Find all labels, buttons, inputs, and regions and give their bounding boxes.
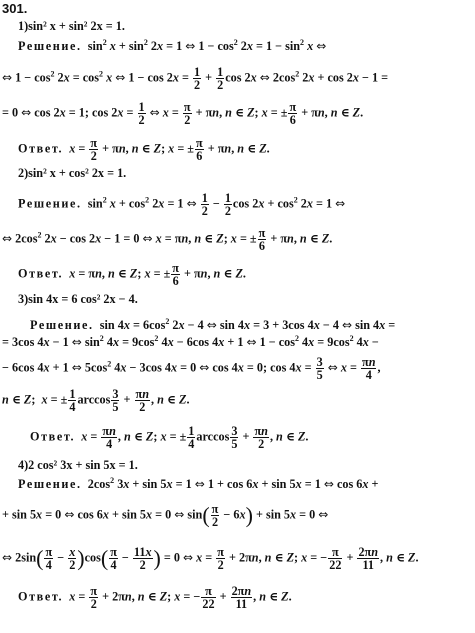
part1-solution-line1: Решение. $\sin^2 x + \sin^2 2x = 1$ ⇔ $1 - \cos^2 2x = 1 - \sin^2 x$ ⇔ bbox=[18, 38, 327, 53]
part2-solution-line2: ⇔ $2\cos^2$ 2x − cos 2x − 1 = 0 ⇔ x = πn, n ∈ Z; x = ± $\frac{\pi}{6}$ + πn, n ∈ Z. bbox=[2, 226, 333, 253]
part3-equation: sin 4x = 6 cos² 2x − 4. bbox=[28, 292, 138, 306]
part3-answer: Ответ. x = $\frac{\pi n}{4}$ , n ∈ Z; x = ± $\frac{1}{4}$ arccos $\frac{3}{5}$ + $\frac{\pi n}{2}$ , n ∈ Z. bbox=[30, 424, 309, 451]
part1-statement bbox=[18, 19, 125, 33]
part4-statement bbox=[18, 458, 138, 472]
part4-solution-line3: ⇔ 2sin( $\frac{\pi}{4}$ − $\frac{x}{2}$ )cos( $\frac{\pi}{4}$ − $\frac{11x}{2}$ ) = 0 ⇔ x = $\frac{\pi}{2}$ + 2πn, n ∈ Z; x = − $\frac{\pi}{22}$ + $\frac{2\pi n}{11}$ , n ∈ Z. bbox=[2, 545, 419, 572]
part2-equation: sin² x + cos² 2x = 1. bbox=[28, 166, 127, 180]
problem-number: 301. bbox=[2, 1, 28, 16]
solution-label: Решение. bbox=[30, 318, 94, 332]
part2-answer: Ответ. x = πn, n ∈ Z; x = ± $\frac{\pi}{6}$ + πn, n ∈ Z. bbox=[18, 261, 246, 288]
part4-solution-line2: + sin 5x = 0 ⇔ cos 6x + sin 5x = 0 ⇔ sin( $\frac{\pi}{2}$ − 6x) + sin 5x = 0 ⇔ bbox=[2, 502, 329, 529]
part3-solution-line1: Решение. $\sin 4x = 6\cos^2$ 2x − 4 ⇔ sin 4x = 3 + 3cos 4x − 4 ⇔ sin 4x = bbox=[30, 317, 396, 332]
part4-answer: Ответ. x = $\frac{\pi}{2}$ + 2πn, n ∈ Z; x = − $\frac{\pi}{22}$ + $\frac{2\pi n}{11}$ , n ∈ Z. bbox=[18, 584, 292, 611]
part2-statement bbox=[18, 166, 126, 180]
part3-statement bbox=[18, 292, 138, 306]
part4-solution-line1: Решение. $2\cos^2$ 3x + sin 5x = 1 ⇔ 1 + cos 6x + sin 5x = 1 ⇔ cos 6x + bbox=[18, 476, 379, 491]
part1-solution-line2: ⇔ $1 - \cos^2 2x = \cos^2 x$ ⇔ 1 − cos 2x = $\frac{1}{2}$ + $\frac{1}{2}$ cos 2x ⇔ $2\cos^2$ 2x + cos 2x − 1 = bbox=[2, 65, 389, 92]
part3-solution-line2: = 3cos 4x − 1 ⇔ $\sin^2 4x = 9\cos^2$ 4x − 6cos 4x + 1 ⇔ $1 - \cos^2 4x = 9\cos^2$ 4x − bbox=[2, 334, 379, 349]
solution-label: Решение. bbox=[18, 39, 82, 53]
part3-number: 3) bbox=[18, 292, 29, 306]
answer-label: Ответ. bbox=[30, 429, 76, 444]
part1-solution-line3: = 0 ⇔ cos 2x = 1; cos 2x = $\frac{1}{2}$ ⇔ x = $\frac{\pi}{2}$ + πn, n ∈ Z; x = ± $\frac{\pi}{6}$ + πn, n ∈ Z. bbox=[2, 100, 364, 127]
part4-number: 4) bbox=[18, 458, 29, 472]
part3-solution-line3: − 6cos 4x + 1 ⇔ $5\cos^2$ 4x − 3cos 4x = 0 ⇔ cos 4x = 0; cos 4x = $\frac{3}{5}$ ⇔ x = $\frac{\pi n}{4}$ , bbox=[2, 355, 381, 382]
part4-equation: 2 cos² 3x + sin 5x = 1. bbox=[28, 458, 138, 472]
answer-label: Ответ. bbox=[18, 589, 64, 604]
answer-label: Ответ. bbox=[18, 141, 64, 156]
answer-label: Ответ. bbox=[18, 266, 64, 281]
part2-number: 2) bbox=[18, 166, 29, 180]
part3-solution-line4: n ∈ Z; x = ± $\frac{1}{4}$ arccos $\frac{3}{5}$ + $\frac{\pi n}{2}$ , n ∈ Z. bbox=[2, 387, 190, 414]
part1-number: 1) bbox=[18, 19, 29, 33]
solution-label: Решение. bbox=[18, 477, 82, 491]
part1-equation: sin² x + sin² 2x = 1. bbox=[28, 19, 125, 33]
part2-solution-line1: Решение. $\sin^2 x + \cos^2 2x = 1$ ⇔ $\frac{1}{2}$ − $\frac{1}{2}$ $\cos 2x + \cos^2 2x = 1$ ⇔ bbox=[18, 191, 346, 218]
solution-label: Решение. bbox=[18, 196, 82, 211]
part1-answer: Ответ. x = $\frac{\pi}{2}$ + πn, n ∈ Z; x = ± $\frac{\pi}{6}$ + πn, n ∈ Z. bbox=[18, 136, 270, 163]
